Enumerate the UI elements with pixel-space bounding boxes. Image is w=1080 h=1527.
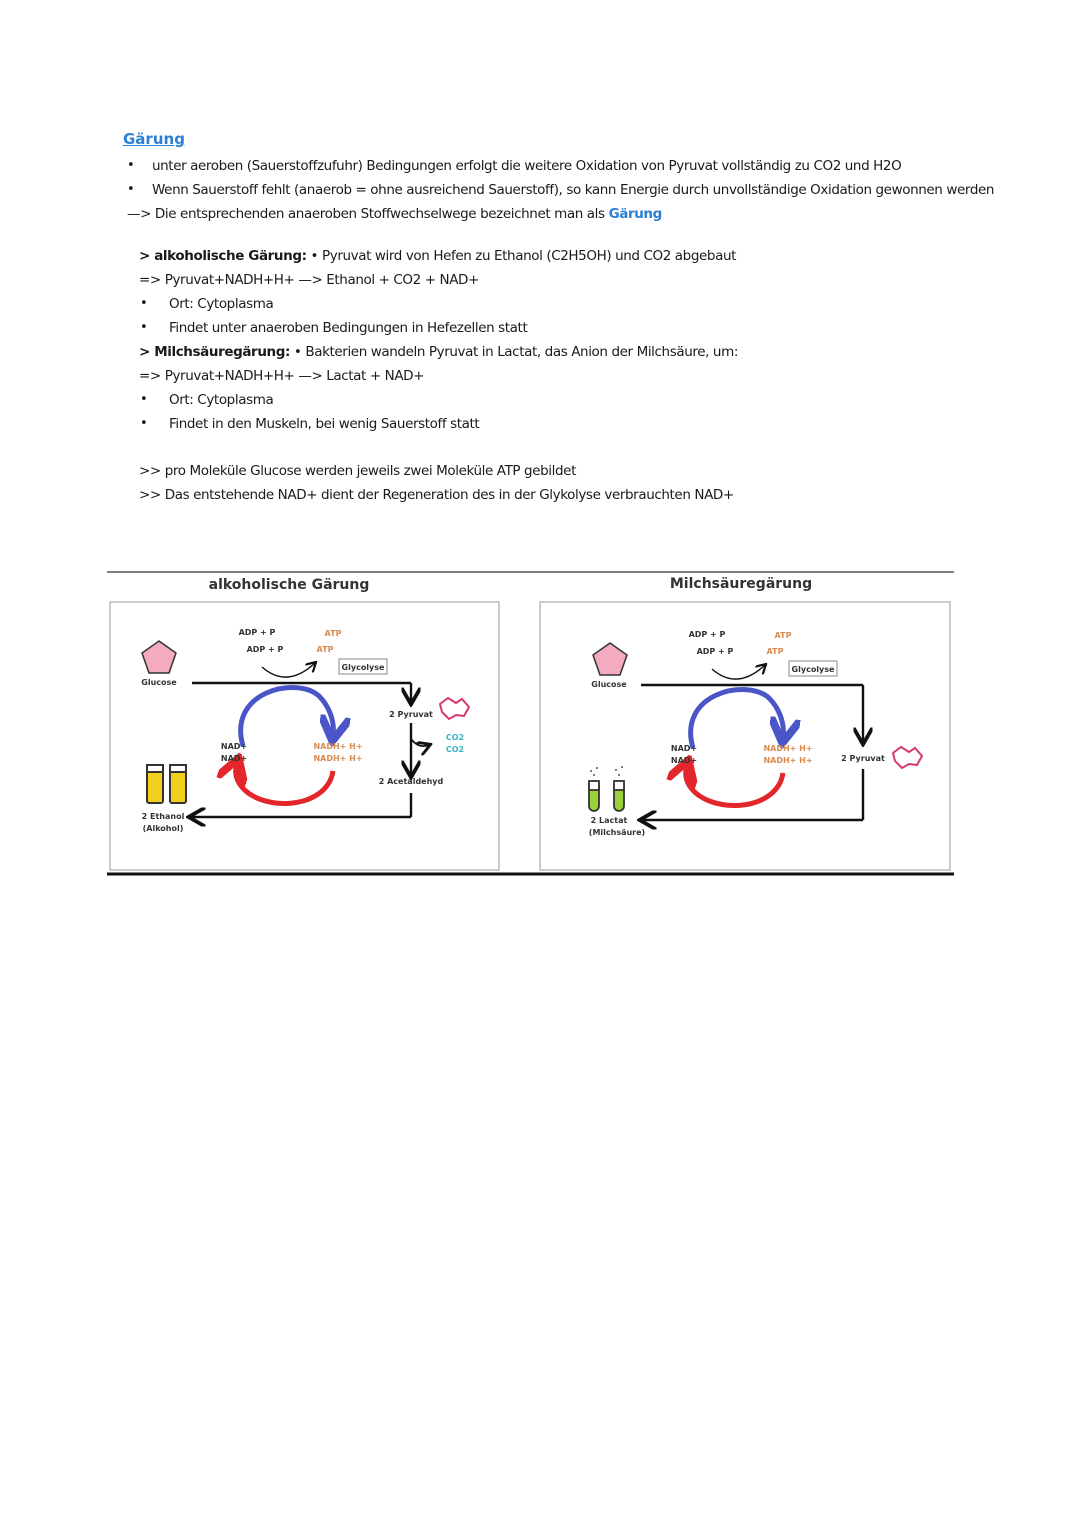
lactic-label: > Milchsäuregärung:: [139, 344, 290, 360]
bullet-dot: •: [140, 296, 148, 311]
conclusion-line: [127, 206, 662, 222]
conclusion-text: —> Die entsprechenden anaeroben Stoffwechselwege bezeichnet man als: [127, 206, 605, 222]
left-panel-title: alkoholische Gärung: [208, 577, 370, 593]
lactic-equation: => Pyruvat+NADH+H+ —> Lactat + NAD+: [139, 368, 425, 384]
nadh-label-2: NADH+ H+: [313, 754, 363, 763]
alcoholic-label: > alkoholische Gärung:: [139, 248, 307, 264]
glucose-label: Glucose: [141, 678, 177, 687]
milchsaeure-label: (Milchsäure): [588, 828, 646, 837]
left-panel: [110, 602, 499, 870]
nad-label-1: NAD+: [670, 744, 698, 753]
nad-label-2: NAD+: [220, 754, 248, 763]
fermentation-diagram: [107, 571, 954, 876]
atp-label-1: ATP: [774, 631, 792, 640]
alkohol-label: (Alkohol): [142, 824, 184, 833]
atp-label-2: ATP: [766, 647, 784, 656]
pyruvat-label: 2 Pyruvat: [841, 754, 885, 763]
nad-label-1: NAD+: [220, 742, 248, 751]
co2-label-2: CO2: [445, 745, 465, 754]
bullet-dot: •: [140, 320, 148, 335]
bullet-dot: •: [127, 158, 135, 173]
alcoholic-desc: • Pyruvat wird von Hefen zu Ethanol (C2H5OH) und CO2 abgebaut: [310, 248, 737, 264]
alcoholic-equation: => Pyruvat+NADH+H+ —> Ethanol + CO2 + NAD+: [139, 272, 479, 288]
nadh-label-2: NADH+ H+: [763, 756, 813, 765]
lactat-label: 2 Lactat: [590, 816, 628, 825]
acetaldehyd-label: 2 Acetaldehyd: [378, 777, 444, 786]
section-heading: Gärung: [123, 130, 185, 148]
atp-label-1: ATP: [324, 629, 342, 638]
adp-label-2: ADP + P: [246, 645, 284, 654]
bullet-dot: •: [140, 416, 148, 431]
ethanol-label: 2 Ethanol: [141, 812, 185, 821]
lactic-heading-line: [139, 344, 738, 360]
alcoholic-point-2: Findet unter anaeroben Bedingungen in Hefezellen statt: [169, 320, 528, 336]
glycolyse-label: Glycolyse: [341, 663, 385, 672]
glucose-label: Glucose: [591, 680, 627, 689]
co2-label-1: CO2: [445, 733, 465, 742]
adp-label-1: ADP + P: [238, 628, 276, 637]
nadh-label-1: NADH+ H+: [313, 742, 363, 751]
bullet-dot: •: [127, 182, 135, 197]
lactic-point-2: Findet in den Muskeln, bei wenig Sauerstoff statt: [169, 416, 480, 432]
note-2: >> Das entstehende NAD+ dient der Regeneration des in der Glykolyse verbrauchten NAD+: [139, 487, 734, 503]
diagram-svg: [107, 571, 954, 876]
alcoholic-heading-line: [139, 248, 736, 264]
atp-label-2: ATP: [316, 645, 334, 654]
right-panel-title: Milchsäuregärung: [669, 576, 813, 592]
lactic-point-1: Ort: Cytoplasma: [169, 392, 274, 408]
conclusion-term: Gärung: [608, 206, 662, 222]
intro-line-2: Wenn Sauerstoff fehlt (anaerob = ohne ausreichend Sauerstoff), so kann Energie durch unvollständige Oxidation gewonnen werden: [152, 182, 995, 198]
bullet-dot: •: [140, 392, 148, 407]
nadh-label-1: NADH+ H+: [763, 744, 813, 753]
note-1: >> pro Moleküle Glucose werden jeweils zwei Moleküle ATP gebildet: [139, 463, 576, 479]
alcoholic-point-1: Ort: Cytoplasma: [169, 296, 274, 312]
lactic-desc: • Bakterien wandeln Pyruvat in Lactat, das Anion der Milchsäure, um:: [293, 344, 738, 360]
glycolyse-label: Glycolyse: [791, 665, 835, 674]
nad-label-2: NAD+: [670, 756, 698, 765]
adp-label-2: ADP + P: [696, 647, 734, 656]
right-panel: [540, 602, 950, 870]
pyruvat-label: 2 Pyruvat: [389, 710, 433, 719]
intro-line-1: unter aeroben (Sauerstoffzufuhr) Bedingungen erfolgt die weitere Oxidation von Pyruvat vollständig zu CO2 und H2O: [152, 158, 902, 174]
adp-label-1: ADP + P: [688, 630, 726, 639]
